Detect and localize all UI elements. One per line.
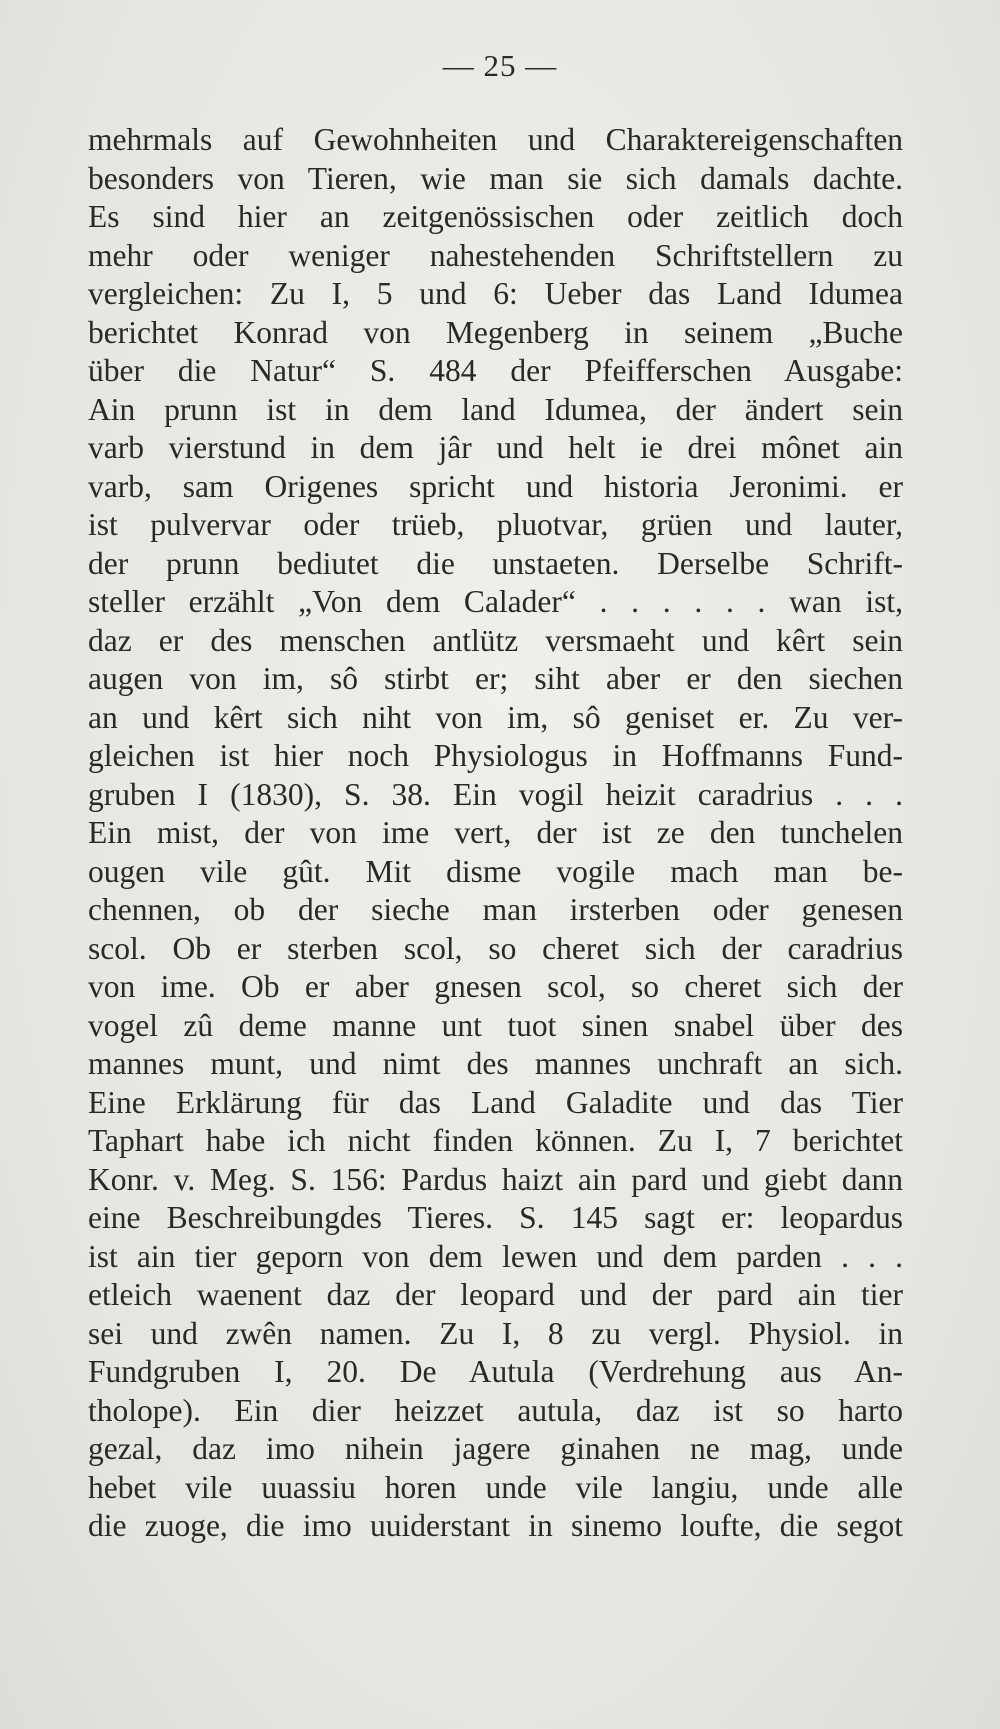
text-line: sei und zwên namen. Zu I, 8 zu vergl. Physiol. in <box>88 1315 903 1351</box>
text-line: Fundgruben I, 20. De Autula (Verdrehung aus An- <box>88 1354 903 1389</box>
text-line: steller erzählt „Von dem Calader“ . . . . . . wan ist, <box>88 584 903 619</box>
text-line: mehrmals auf Gewohnheiten und Charaktereigenschaften <box>88 122 903 157</box>
text-line: etleich waenent daz der leopard und der pard ain tier <box>88 1277 903 1312</box>
text-line: gezal, daz imo nihein jagere ginahen ne mag, unde <box>88 1431 903 1466</box>
text-line: an und kêrt sich niht von im, sô geniset er. Zu ver- <box>88 699 903 735</box>
text-line: eine Beschreibungdes Tieres. S. 145 sagt er: leopardus <box>88 1200 903 1235</box>
text-line: gleichen ist hier noch Physiologus in Hoffmanns Fund- <box>88 738 903 773</box>
text-line: mehr oder weniger nahestehenden Schriftstellern zu <box>88 237 903 273</box>
text-line: varb vierstund in dem jâr und helt ie drei mônet ain <box>88 430 903 465</box>
text-line: ougen vile gût. Mit disme vogile mach man be- <box>88 853 903 889</box>
text-line: Ain prunn ist in dem land Idumea, der ändert sein <box>88 391 903 427</box>
text-line: daz er des menschen antlütz versmaeht und kêrt sein <box>88 622 903 658</box>
text-line: berichtet Konrad von Megenberg in seinem „Buche <box>88 314 903 350</box>
text-line: vogel zû deme manne unt tuot sinen snabel über des <box>88 1007 903 1043</box>
text-line: tholope). Ein dier heizzet autula, daz ist so harto <box>88 1392 903 1428</box>
text-line: hebet vile uuassiu horen unde vile langiu, unde alle <box>88 1469 903 1505</box>
text-line: mannes munt, und nimt des mannes unchraft an sich. <box>88 1046 903 1081</box>
page-number: — 25 — <box>442 48 558 83</box>
text-line: Taphart habe ich nicht finden können. Zu I, 7 berichtet <box>88 1123 903 1158</box>
body-text <box>88 121 903 1546</box>
text-line: gruben I (1830), S. 38. Ein vogil heizit caradrius . . . <box>88 776 903 812</box>
text-line: über die Natur“ S. 484 der Pfeifferschen Ausgabe: <box>88 353 903 388</box>
text-line: besonders von Tieren, wie man sie sich damals dachte. <box>88 160 903 196</box>
text-line: scol. Ob er sterben scol, so cheret sich der caradrius <box>88 930 903 966</box>
text-line: von ime. Ob er aber gnesen scol, so cheret sich der <box>88 969 903 1004</box>
text-line: ist ain tier geporn von dem lewen und dem parden . . . <box>88 1238 903 1274</box>
text-line: Eine Erklärung für das Land Galadite und das Tier <box>88 1084 903 1120</box>
text-line: vergleichen: Zu I, 5 und 6: Ueber das Land Idumea <box>88 276 903 311</box>
text-line: Konr. v. Meg. S. 156: Pardus haizt ain pard und giebt dann <box>88 1161 903 1197</box>
text-line: der prunn bediutet die unstaeten. Derselbe Schrift- <box>88 545 903 581</box>
text-line: die zuoge, die imo uuiderstant in sinemo loufte, die segot <box>88 1508 903 1543</box>
text-line: varb, sam Origenes spricht und historia Jeronimi. er <box>88 468 903 504</box>
text-line: augen von im, sô stirbt er; siht aber er den siechen <box>88 661 903 696</box>
text-line: Es sind hier an zeitgenössischen oder zeitlich doch <box>88 199 903 234</box>
text-line: Ein mist, der von ime vert, der ist ze den tunchelen <box>88 815 903 850</box>
text-line: ist pulvervar oder trüeb, pluotvar, grüen und lauter, <box>88 507 903 542</box>
text-line: chennen, ob der sieche man irsterben oder genesen <box>88 892 903 927</box>
